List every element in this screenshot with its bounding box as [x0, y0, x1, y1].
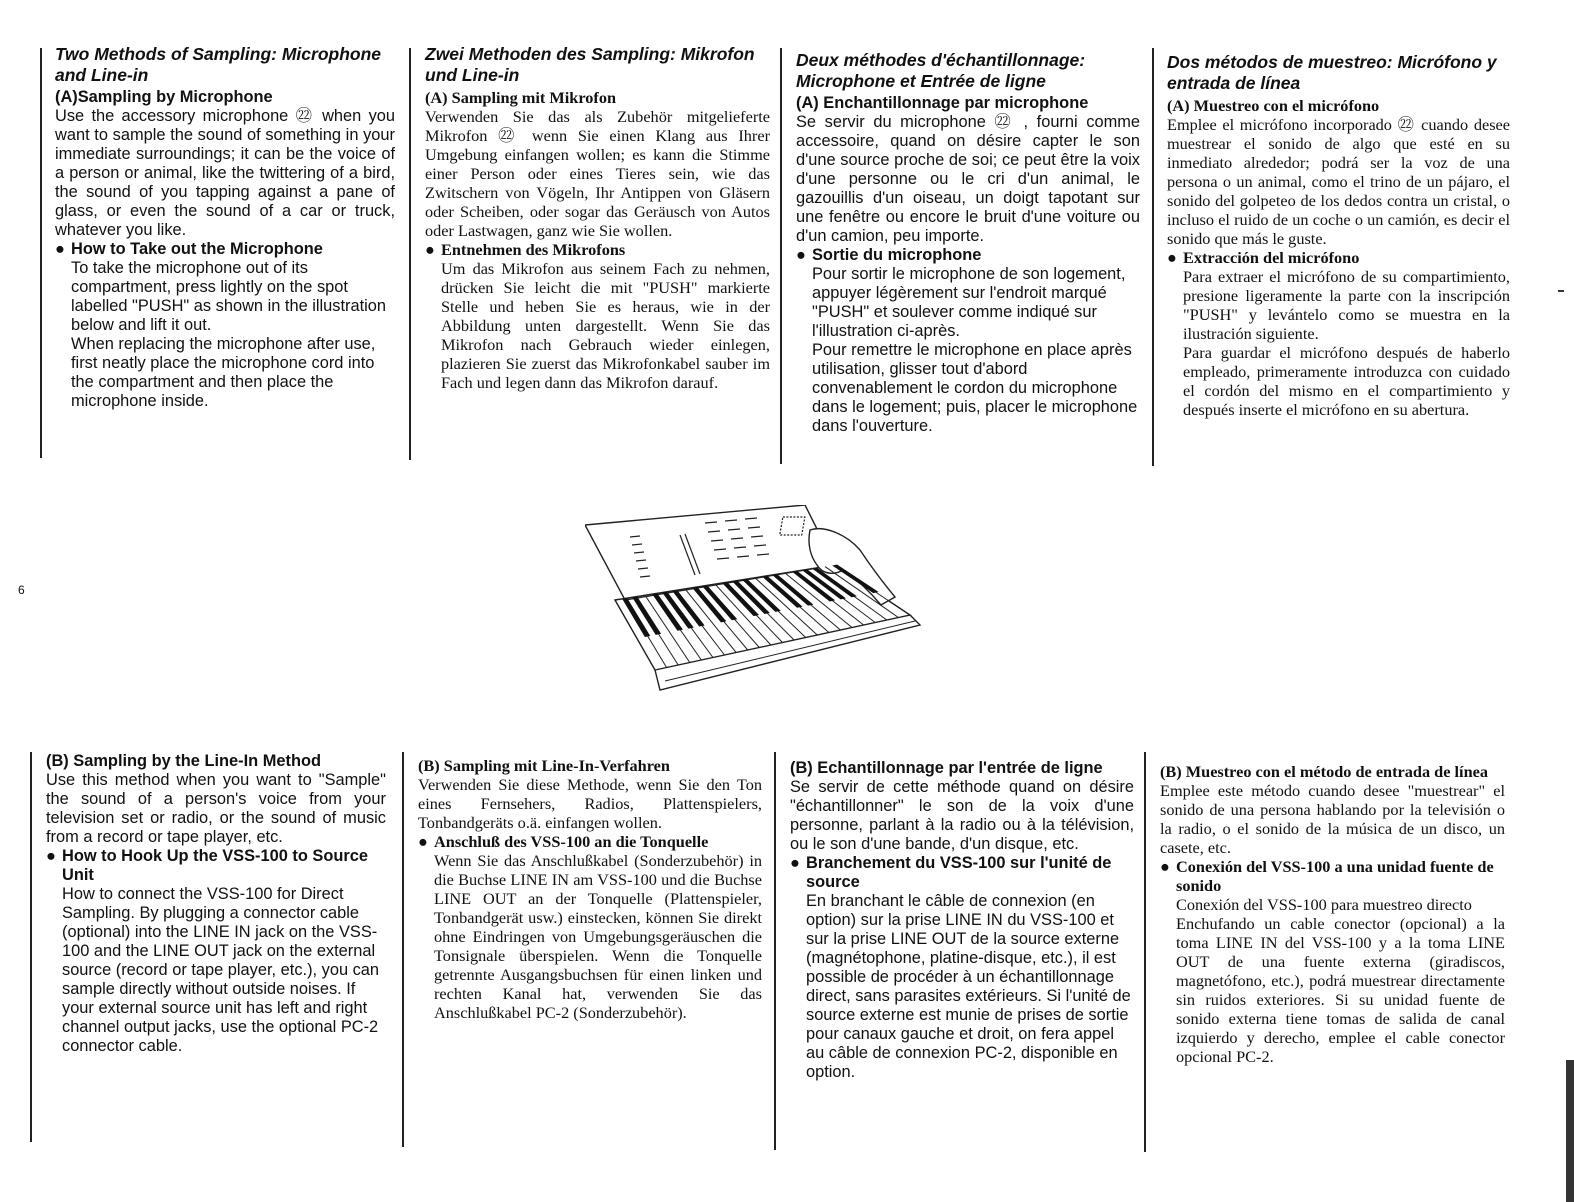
body-es-a: Emplee el micrófono incorporado ㉒ cuando desee muestrear el sonido de algo que esté en su inmediato alrededor; podrá ser la voz de una persona o un animal, como el trino de un pájaro, el sonido del golpeteo de los dedos contra un cristal, o incluso el ruido de un coche o un camión, es decir el sonido que más le guste.	[1167, 115, 1510, 248]
title-fr: Deux méthodes d'échantillonnage: Microphone et Entrée de ligne	[796, 50, 1086, 91]
bullet-es-b: ● Conexión del VSS-100 a una unidad fuente de sonido	[1160, 857, 1505, 895]
bullet-label-fr-a: Sortie du microphone	[812, 246, 982, 264]
title-en: Two Methods of Sampling: Microphone and Line-in	[55, 44, 381, 85]
title-de: Zwei Methoden des Sampling: Mikrofon und Line-in	[425, 44, 755, 85]
push-spot	[780, 517, 805, 535]
divider-left-top	[40, 48, 42, 458]
subhead-en-a: (A)Sampling by Microphone	[55, 88, 273, 106]
para-en-a2: When replacing the microphone after use, first neatly place the microphone cord into the compartment and then place the microphone inside.	[71, 335, 376, 410]
bullet-label-es-a: Extracción del micrófono	[1183, 248, 1360, 267]
black-keys	[622, 565, 878, 637]
para-de-b1: Wenn Sie das Anschlußkabel (Sonderzubehör) in die Buchse LINE IN am VSS-100 und die Buchse LINE OUT an der Tonquelle (Plattenspieler, Tonbandgerät usw.) einstecken, können Sie direkt ohne Eindringen von Umgebungsgeräuschen die Tonsignale überspielen. Wenn die Tonquelle getrennte Ausgangsbuchsen für einen linken und rechten Kanal hat, verwenden Sie das Anschlußkabel PC-2 (Sonderzubehör).	[434, 851, 762, 1022]
divider-2-bottom	[402, 752, 404, 1147]
keyboard-front-edge	[655, 615, 920, 690]
column-spanish-top	[1167, 52, 1510, 419]
para-es-a2: Para guardar el micrófono después de haberlo empleado, primeramente introduzca con cuidado el cordón del mismo en el compartimiento y después inserte el micrófono en su abertura.	[1183, 343, 1510, 419]
bullet-es-a: ● Extracción del micrófono	[1167, 248, 1360, 267]
subhead-de-b: (B) Sampling mit Line-In-Verfahren	[418, 756, 670, 775]
slider-group-mid	[680, 534, 700, 575]
body-en-a: Use the accessory microphone ㉒ when you want to sample the sound of something in your immediate surroundings; it can be the voice of a person or animal, like the twittering of a bird, the sound of you tapping against a pane of glass, or even the sound of a car or truck, whatever you like.	[55, 107, 395, 239]
para-fr-a2: Pour remettre le microphone en place après utilisation, glisser tout d'abord convenablement le cordon du microphone dans le logement; puis, placer le microphone dans l'ouverture.	[812, 341, 1138, 435]
para-en-b1: How to connect the VSS-100 for Direct Sampling. By plugging a connector cable (optional) into the LINE IN jack on the VSS-100 and the LINE OUT jack on the external source (record or tape player, etc.), you can sample directly without outside noises. If your external source unit has left and right channel output jacks, use the optional PC-2 connector cable.	[62, 885, 380, 1055]
para-es-b1: Conexión del VSS-100 para muestreo directo	[1176, 895, 1472, 914]
divider-left-bottom	[30, 752, 32, 1142]
para-de-a1: Um das Mikrofon aus seinem Fach zu nehmen, drücken Sie leicht die mit "PUSH" markierte Stelle und heben Sie es heraus, wie in der Abbildung unten dargestellt. Wenn Sie das Mikrofon nach Gebrauch wieder einlegen, plazieren Sie zuerst das Mikrofonkabel sauber im Fach und legen dann das Mikrofon darauf.	[441, 259, 770, 392]
column-german-bottom	[418, 756, 762, 1022]
bullet-label-de-b: Anschluß des VSS-100 an die Tonquelle	[434, 832, 709, 851]
bullet-en-b: ● How to Hook Up the VSS-100 to Source Unit	[46, 847, 386, 885]
subhead-fr-a: (A) Enchantillonnage par microphone	[796, 94, 1089, 112]
bullet-label-de-a: Entnehmen des Mikrofons	[441, 240, 626, 259]
subhead-fr-b: (B) Echantillonnage par l'entrée de ligne	[790, 759, 1103, 777]
divider-4-top	[1152, 48, 1154, 466]
body-de-a: Verwenden Sie das als Zubehör mitgelieferte Mikrofon ㉒ wenn Sie einen Klang aus Ihrer Umgebung einfangen wollen; es kann die Stimme einer Person oder eines Tieres sein, wie das Zwitschern von Vögeln, Ihr Antippen von Gläsern oder Scheiben, oder sogar das Geräusch von Autos oder Lastwagen, ganz wie Sie wollen.	[425, 107, 770, 240]
column-german-top	[425, 44, 770, 392]
column-english-top	[55, 44, 395, 411]
slider-group-left	[630, 536, 650, 577]
subhead-es-a: (A) Muestreo con el micrófono	[1167, 96, 1380, 115]
body-de-b: Verwenden Sie diese Methode, wenn Sie den Ton eines Fernsehers, Radios, Plattenspielers, Tonbandgeräts o.ä. einfangen wollen.	[418, 775, 762, 832]
bullet-en-a: ● How to Take out the Microphone	[55, 240, 323, 258]
divider-4-bottom	[1144, 752, 1146, 1152]
para-fr-a1: Pour sortir le microphone de son logement, appuyer légèrement sur l'endroit marqué "PUSH" et soulever comme indiqué sur l'illustration ci-après.	[812, 265, 1126, 340]
para-en-a1: To take the microphone out of its compartment, press lightly on the spot labelled "PUSH" as shown in the illustration below and lift it out.	[71, 259, 387, 334]
keyboard-microphone-illustration	[585, 505, 925, 705]
title-es: Dos métodos de muestreo: Micrófono y entrada de línea	[1167, 52, 1497, 93]
divider-3-bottom	[774, 752, 776, 1150]
body-fr-b: Se servir de cette méthode quand on désire "échantillonner" le son de la voix d'une personne, parlant à la radio ou à la télévision, ou le son d'une bande, d'un disque, etc.	[790, 778, 1134, 853]
bullet-fr-a: ● Sortie du microphone	[796, 246, 982, 264]
bullet-de-a: ● Entnehmen des Mikrofons	[425, 240, 626, 259]
column-french-bottom	[790, 759, 1134, 1082]
page-number: 6	[18, 583, 25, 597]
white-key-edge	[645, 595, 690, 662]
bullet-fr-b: ● Branchement du VSS-100 sur l'unité de source	[790, 854, 1134, 892]
body-en-b: Use this method when you want to "Sample" the sound of a person's voice from your television set or radio, or the sound of music from a record or tape player, etc.	[46, 771, 386, 846]
bullet-label-es-b: Conexión del VSS-100 a una unidad fuente de sonido	[1176, 857, 1494, 895]
subhead-es-b: (B) Muestreo con el método de entrada de línea	[1160, 762, 1488, 781]
body-es-b: Emplee este método cuando desee "muestrear" el sonido de una persona hablando por la televisión o la radio, o el sonido de la música de un disco, un casete, etc.	[1160, 781, 1505, 857]
para-es-b2: Enchufando un cable conector (opcional) a la toma LINE IN del VSS-100 y a la toma LINE OUT de una fuente externa (giradiscos, magnetófono, etc.), podrá muestrear directamente sin ruidos exteriores. Si su unidad fuente de sonido externa tiene tomas de salida de canal izquierdo y derecho, emplee el cable conector opcional PC-2.	[1176, 914, 1505, 1066]
bullet-de-b: ● Anschluß des VSS-100 an die Tonquelle	[418, 832, 709, 851]
button-grid	[705, 518, 769, 559]
divider-2-top	[409, 48, 411, 460]
subhead-en-b: (B) Sampling by the Line-In Method	[46, 752, 321, 770]
column-spanish-bottom	[1160, 762, 1505, 1066]
bullet-label-en-b: How to Hook Up the VSS-100 to Source Unit	[62, 847, 368, 884]
edge-bar	[1566, 1060, 1574, 1202]
bullet-label-fr-b: Branchement du VSS-100 sur l'unité de source	[806, 854, 1112, 891]
subhead-de-a: (A) Sampling mit Mikrofon	[425, 88, 617, 107]
column-english-bottom	[46, 752, 386, 1056]
para-fr-b1: En branchant le câble de connexion (en option) sur la prise LINE IN du VSS-100 et sur la prise LINE OUT de la source externe (magnétophone, platine-disque, etc.), il est possible de procéder à un échantillonnage direct, sans parasites extérieurs. Si l'unité de source externe est munie de prises de sortie pour canaux gauche et droit, on fera appel au câble de connexion PC-2, disponible en option.	[806, 892, 1131, 1081]
para-es-a1: Para extraer el micrófono de su compartimiento, presione ligeramente la parte con la inscripción "PUSH" y levántelo como se muestra en la ilustración siguiente.	[1183, 267, 1510, 343]
divider-3-top	[780, 48, 782, 464]
edge-mark	[1558, 290, 1564, 292]
bullet-label-en-a: How to Take out the Microphone	[71, 240, 323, 258]
column-french-top	[796, 50, 1140, 436]
body-fr-a: Se servir du microphone ㉒ , fourni comme accessoire, quand on désire capter le son d'une source proche de soi; ce peut être la voix d'une personne ou le cri d'un animal, le gazouillis d'un oiseau, un doigt tapotant sur une fenêtre ou encore le bruit d'une voiture ou d'un camion, peu importe.	[796, 113, 1140, 245]
keyboard-top-panel	[585, 505, 835, 600]
